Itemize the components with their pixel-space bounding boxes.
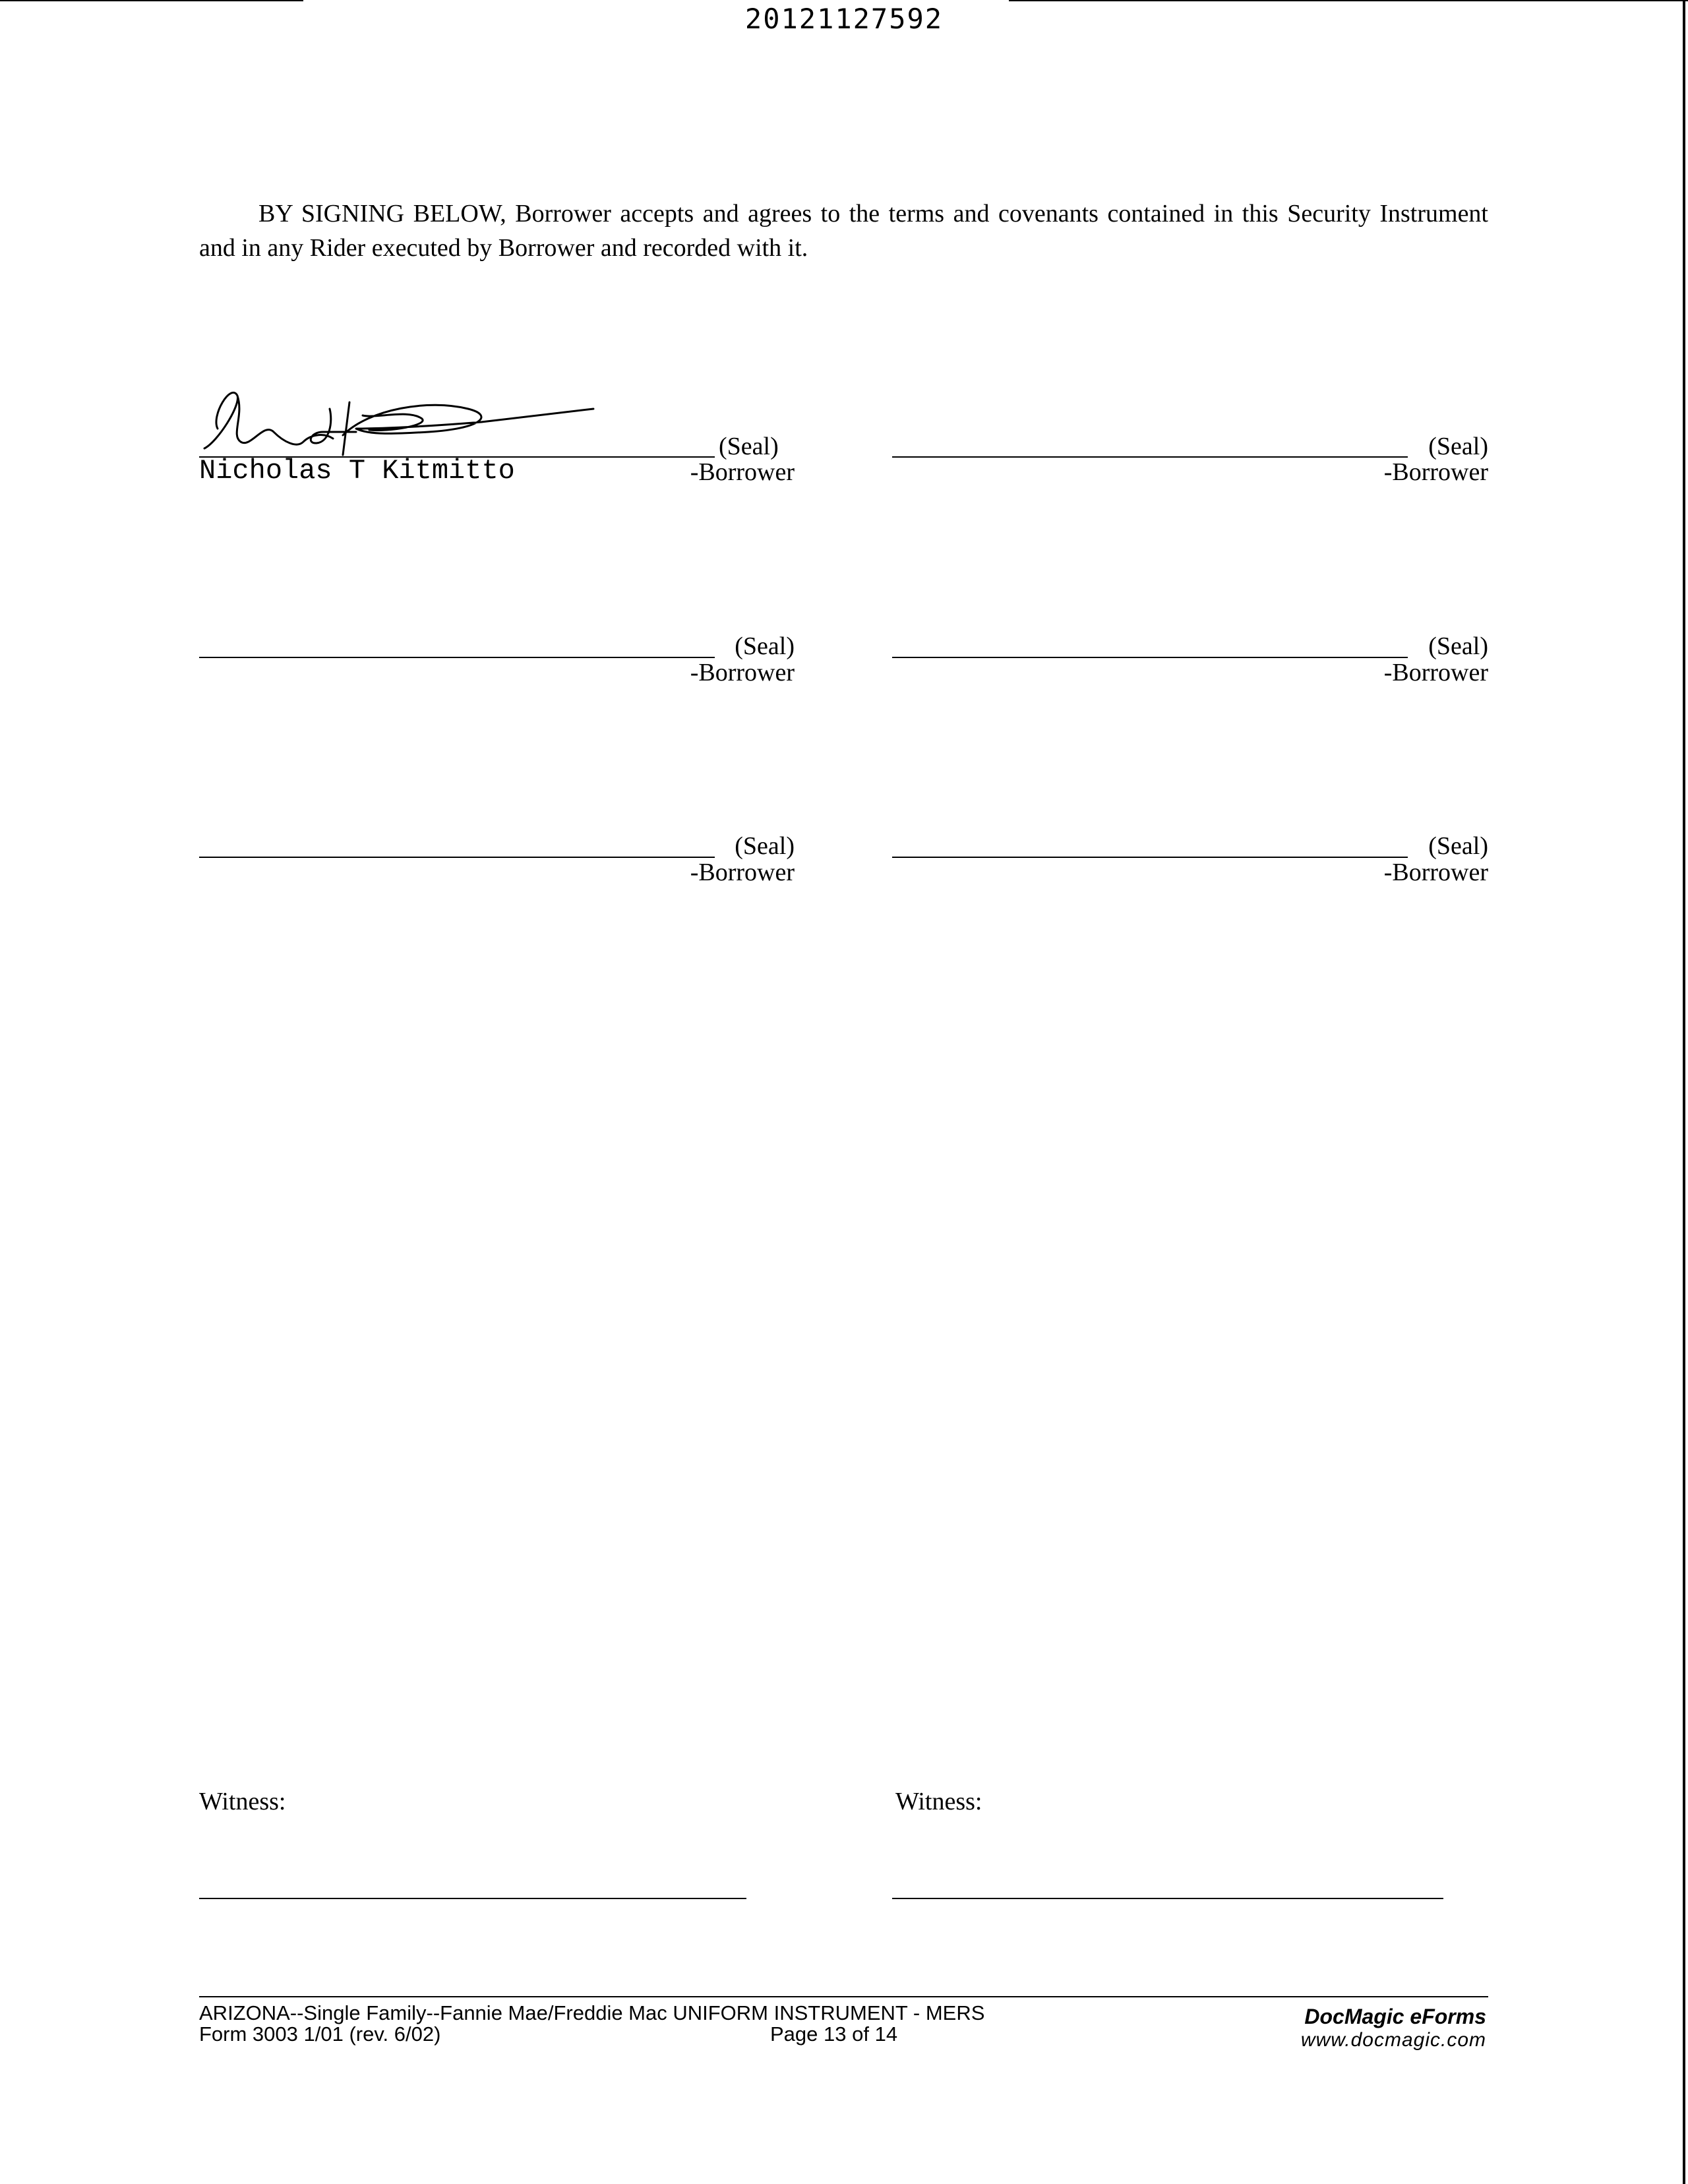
witness-line-2	[892, 1898, 1443, 1899]
seal-label-1: (Seal)	[719, 433, 779, 460]
signature-line-4	[892, 657, 1408, 658]
footer-rule	[199, 1996, 1488, 1997]
role-label-1: -Borrower	[690, 458, 795, 486]
scan-border-top-left	[0, 0, 303, 1]
witness-label-2: Witness:	[895, 1788, 982, 1815]
form-number: Form 3003 1/01 (rev. 6/02)	[199, 2022, 441, 2046]
scan-border-right	[1683, 0, 1685, 2184]
seal-label-2: (Seal)	[1428, 433, 1488, 460]
signature-line-3	[199, 657, 715, 658]
seal-label-6: (Seal)	[1428, 832, 1488, 860]
borrower-signature	[191, 369, 613, 468]
role-label-3: -Borrower	[690, 659, 795, 686]
docmagic-logo	[1301, 2005, 1486, 2052]
page-number: Page 13 of 14	[770, 2022, 898, 2046]
role-label-2: -Borrower	[1383, 458, 1488, 486]
role-label-4: -Borrower	[1383, 659, 1488, 686]
signature-line-6	[892, 857, 1408, 858]
signature-line-2	[892, 456, 1408, 458]
seal-label-3: (Seal)	[735, 632, 795, 660]
brand-url: www.docmagic.com	[1300, 2029, 1486, 2051]
signing-statement-text: BY SIGNING BELOW, Borrower accepts and agrees to the terms and covenants contained in this Security Instrument and in any Rider executed by Borrower and recorded with it.	[199, 200, 1488, 262]
seal-label-5: (Seal)	[735, 832, 795, 860]
scan-border-top-right	[1009, 0, 1688, 1]
brand-name: DocMagic eForms	[1304, 2005, 1486, 2028]
recording-number: 20121127592	[744, 3, 944, 35]
witness-line-1	[199, 1898, 746, 1899]
role-label-5: -Borrower	[690, 859, 795, 886]
witness-label-1: Witness:	[199, 1788, 286, 1815]
seal-label-4: (Seal)	[1428, 632, 1488, 660]
borrower-name: Nicholas T Kitmitto	[199, 455, 515, 487]
role-label-6: -Borrower	[1383, 859, 1488, 886]
signature-line-5	[199, 857, 715, 858]
form-title: ARIZONA--Single Family--Fannie Mae/Freddie Mac UNIFORM INSTRUMENT - MERS	[199, 2001, 985, 2024]
signing-statement	[199, 197, 1488, 265]
